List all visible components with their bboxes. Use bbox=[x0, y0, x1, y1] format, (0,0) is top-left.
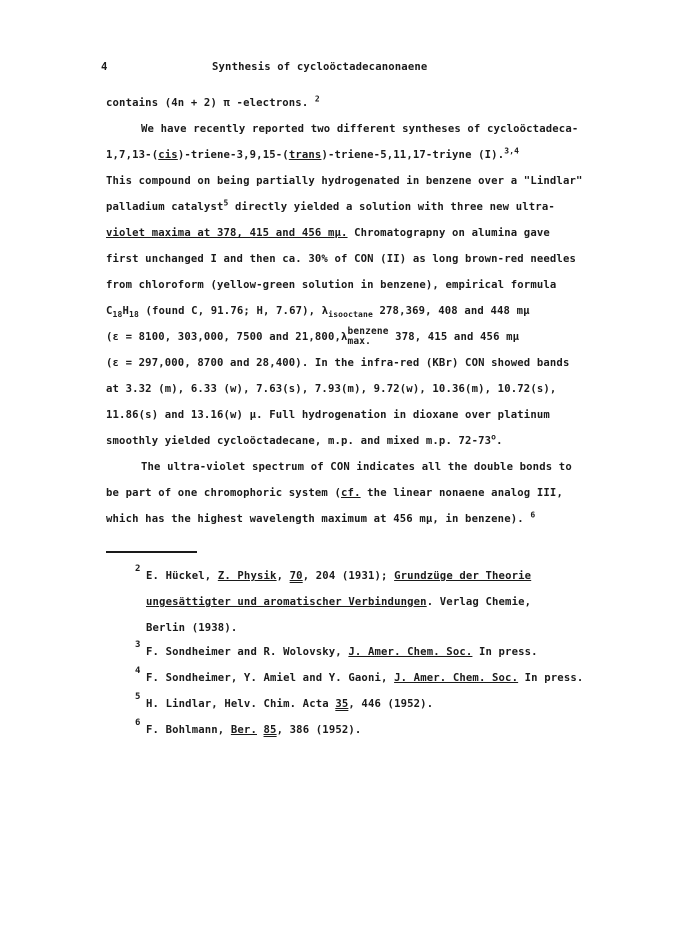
footnote-separator bbox=[106, 551, 197, 553]
footnote-ref-2: 2 bbox=[314, 94, 320, 104]
footnote-2-line-1: E. Hückel, Z. Physik, 70, 204 (1931); Grundzüge der Theorie bbox=[146, 570, 532, 582]
footnote-ref-3-4: 3,4 bbox=[504, 146, 520, 156]
body-line-6: violet maxima at 378, 415 and 456 mμ. Chromatograpny on alumina gave bbox=[106, 227, 550, 239]
trans-term: trans bbox=[288, 149, 322, 161]
footnote-mark-2: 2 bbox=[135, 564, 141, 574]
maxima-underlined: violet maxima at 378, 415 and 456 mμ. bbox=[106, 227, 348, 239]
footnote-ref-5: 5 bbox=[223, 198, 229, 208]
body-line-10: (ε = 8100, 303,000, 7500 and 21,800,λ benzene max. 378, 415 and 456 mμ bbox=[106, 326, 520, 347]
footnote-3: F. Sondheimer and R. Wolovsky, J. Amer. Chem. Soc. In press. bbox=[146, 646, 538, 658]
footnote-2-line-3: Berlin (1938). bbox=[146, 622, 238, 634]
body-line-8: from chloroform (yellow-green solution in benzene), empirical formula bbox=[106, 279, 557, 291]
benzene-max-label: benzene max. bbox=[347, 326, 389, 347]
body-line-11: (ε = 297,000, 8700 and 28,400). In the infra-red (KBr) CON showed bands bbox=[106, 357, 570, 369]
footnote-mark-5: 5 bbox=[135, 692, 141, 702]
cf-abbrev: cf. bbox=[341, 487, 361, 499]
cis-term: cis bbox=[158, 149, 178, 161]
running-title: Synthesis of cycloöctadecanonaene bbox=[212, 61, 428, 73]
body-line-14: smoothly yielded cycloöctadecane, m.p. and mixed m.p. 72-73$^o$. bbox=[106, 432, 503, 447]
footnote-6: F. Bohlmann, Ber. 85, 386 (1952). bbox=[146, 724, 362, 736]
body-line-17: which has the highest wavelength maximum at 456 mμ, in benzene). $^6$ bbox=[106, 510, 536, 525]
footnote-mark-3: 3 bbox=[135, 640, 141, 650]
footnote-ref-6: 6 bbox=[530, 510, 536, 520]
footnote-mark-4: 4 bbox=[135, 666, 141, 676]
body-line-3: 1,7,13-(cis)-triene-3,9,15-(trans)-triene-5,11,17-triyne (I).$^{3,4}$ bbox=[106, 146, 520, 161]
body-line-13: 11.86(s) and 13.16(w) μ. Full hydrogenation in dioxane over platinum bbox=[106, 409, 550, 421]
body-line-12: at 3.32 (m), 6.33 (w), 7.63(s), 7.93(m), 9.72(w), 10.36(m), 10.72(s), bbox=[106, 383, 557, 395]
body-line-9: $C_{18}H_{18}$ (found C, 91.76; H, 7.67), $\lambda_{isooctane}$ 278,369, 408 and 448 mμ bbox=[106, 305, 530, 320]
body-line-5: palladium catalyst$^5$ directly yielded a solution with three new ultra- bbox=[106, 198, 555, 213]
page-number: 4 bbox=[101, 61, 108, 73]
footnote-mark-6: 6 bbox=[135, 718, 141, 728]
footnote-2-line-2: ungesättigter und aromatischer Verbindungen. Verlag Chemie, bbox=[146, 596, 532, 608]
body-line-4: This compound on being partially hydrogenated in benzene over a "Lindlar" bbox=[106, 175, 583, 187]
body-line-16: be part of one chromophoric system (cf. the linear nonaene analog III, bbox=[106, 487, 563, 499]
footnote-5: H. Lindlar, Helv. Chim. Acta 35, 446 (1952). bbox=[146, 698, 434, 710]
body-line-15: The ultra-violet spectrum of CON indicates all the double bonds to bbox=[141, 461, 572, 473]
body-line-1: contains (4n + 2) π -electrons. $^2$ bbox=[106, 94, 320, 109]
isooctane-label: isooctane bbox=[328, 310, 373, 320]
body-line-7: first unchanged I and then ca. 30% of CON (II) as long brown-red needles bbox=[106, 253, 577, 265]
footnote-4: F. Sondheimer, Y. Amiel and Y. Gaoni, J. Amer. Chem. Soc. In press. bbox=[146, 672, 584, 684]
body-line-2: We have recently reported two different syntheses of cycloöctadeca- bbox=[141, 123, 579, 135]
